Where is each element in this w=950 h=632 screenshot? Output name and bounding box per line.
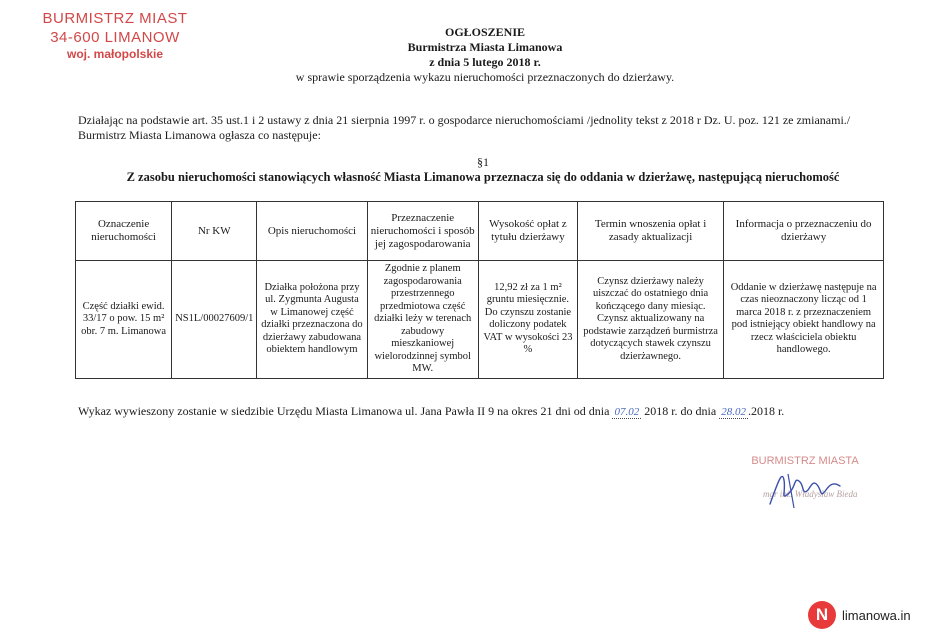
document-date: z dnia 5 lutego 2018 r.	[429, 55, 541, 69]
handwritten-signature-icon	[760, 462, 850, 512]
document-issuer: Burmistrza Miasta Limanowa	[407, 40, 563, 54]
handwritten-end-date: 28.02	[721, 406, 746, 418]
header-informacja: Informacja o przeznaczeniu do dzierżawy	[724, 202, 884, 261]
section-heading: Z zasobu nieruchomości stanowiących własność Miasta Limanowa przeznacza się do oddania w dzierżawę, następującą nieruchomość	[126, 170, 840, 184]
cell-nr-kw: NS1L/00027609/1	[172, 261, 257, 379]
cell-przeznaczenie: Zgodnie z planem zagospodarowania przestrzennego przedmiotowa część działki leży w terenach zabudowy mieszkaniowej wielorodzinnej symbol MW.	[367, 261, 478, 379]
official-stamp	[40, 10, 190, 61]
header-termin: Termin wnoszenia opłat i zasady aktualizacji	[577, 202, 723, 261]
cell-informacja: Oddanie w dzierżawę następuje na czas nieoznaczony licząc od 1 marca 2018 r. z przeznaczeniem pod istniejący obiekt handlowy na rzecz właściciela obiektu handlowego.	[724, 261, 884, 379]
footer-text-2: 2018 r. do dnia	[644, 404, 717, 418]
header-nr-kw: Nr KW	[172, 202, 257, 261]
logo-text: limanowa.in	[842, 607, 911, 623]
header-przeznaczenie: Przeznaczenie nieruchomości i sposób jej zagospodarowania	[367, 202, 478, 261]
handwritten-start-date: 07.02	[614, 406, 640, 418]
stamp-line-1: BURMISTRZ MIAST	[42, 10, 188, 27]
footer-text-1: Wykaz wywieszony zostanie w siedzibie Urzędu Miasta Limanowa ul. Jana Pawła II 9 na okres 21 dni od dnia	[78, 404, 610, 418]
document-header	[200, 25, 770, 85]
signature-stamp: BURMISTRZ MIASTA	[751, 455, 859, 467]
header-wysokosc-oplat: Wysokość opłat z tytułu dzierżawy	[478, 202, 577, 261]
footer-paragraph	[78, 404, 898, 419]
section-number: §1	[477, 155, 489, 169]
cell-wysokosc-oplat: 12,92 zł za 1 m² gruntu miesięcznie. Do czynszu zostanie doliczony podatek VAT w wysokości 23 %	[478, 261, 577, 379]
cell-oznaczenie: Część działki ewid. 33/17 o pow. 15 m² obr. 7 m. Limanowa	[76, 261, 172, 379]
header-opis: Opis nieruchomości	[257, 202, 367, 261]
cell-termin: Czynsz dzierżawy należy uiszczać do ostatniego dnia kończącego dany miesiąc. Czynsz aktualizowany na podstawie zarządzeń burmistrza dotyczących stawek czynszu dzierżawnego.	[577, 261, 723, 379]
header-oznaczenie: Oznaczenie nieruchomości	[76, 202, 172, 261]
document-subject: w sprawie sporządzenia wykazu nieruchomości przeznaczonych do dzierżawy.	[295, 70, 675, 84]
document-title: OGŁOSZENIE	[444, 25, 526, 39]
stamp-line-3: woj. małopolskie	[66, 47, 164, 61]
site-logo	[808, 600, 911, 630]
table-header-row	[76, 202, 884, 261]
cell-opis: Działka położona przy ul. Zygmunta Augusta w Limanowej część działki przeznaczona do dzierżawy zabudowana obiektem handlowym	[257, 261, 367, 379]
logo-icon: N	[808, 601, 836, 629]
property-table	[75, 201, 884, 379]
signatory-name: mgr inż. Władysław Bieda	[763, 489, 858, 499]
stamp-line-2: 34-600 LIMANOW	[50, 29, 180, 46]
intro-paragraph: Działając na podstawie art. 35 ust.1 i 2 ustawy z dnia 21 sierpnia 1997 r. o gospodarce nieruchomościami /jednolity tekst z 2018 r Dz. U. poz. 121 ze zmianami./ Burmistrz Miasta Limanowa ogłasza co następuje:	[78, 113, 851, 142]
footer-text-3: .2018 r.	[747, 404, 785, 418]
table-row	[76, 261, 884, 379]
